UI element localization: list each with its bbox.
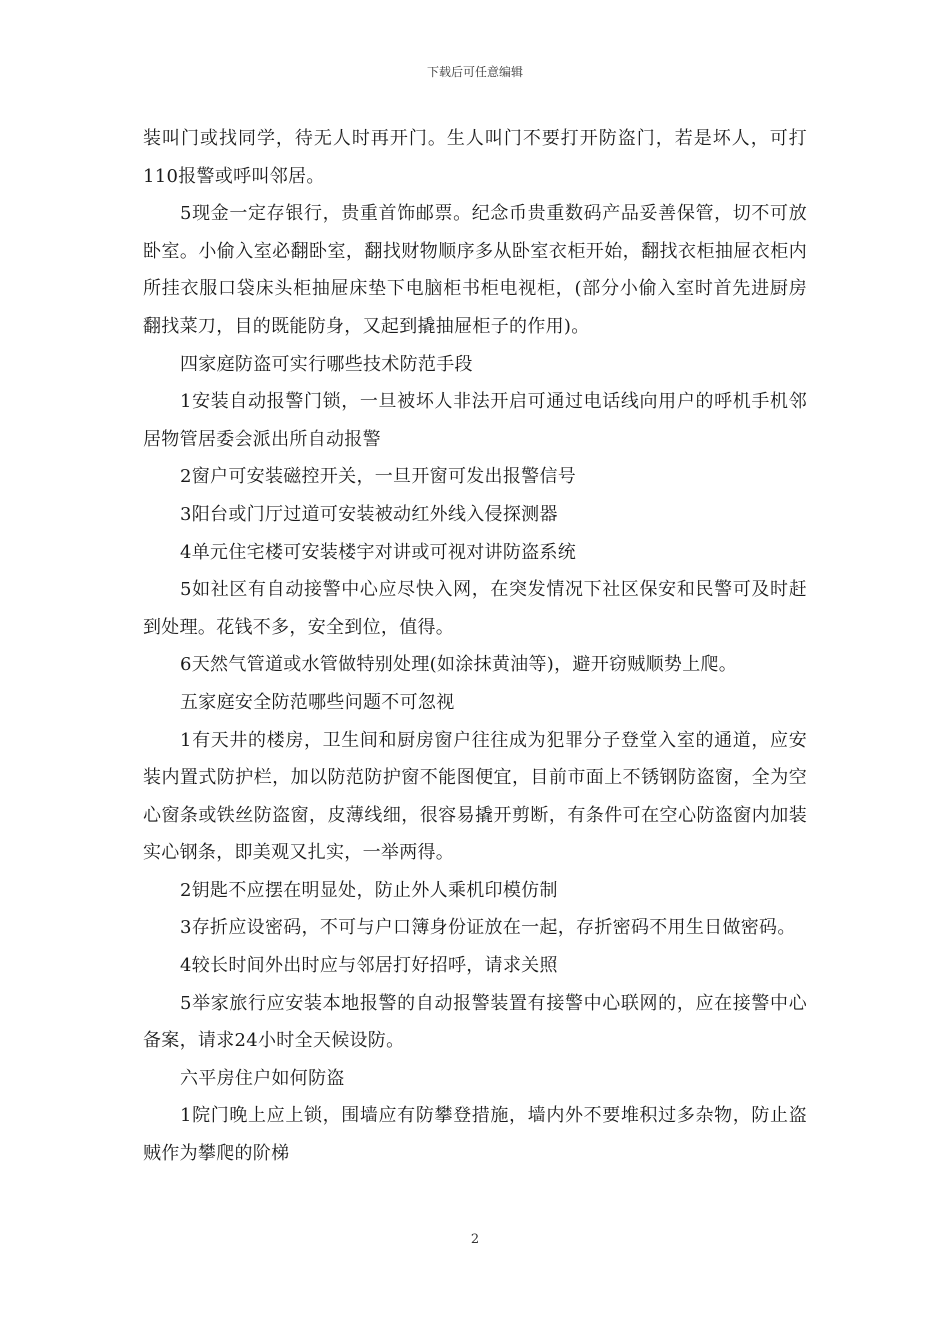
paragraph-item: 4单元住宅楼可安装楼宇对讲或可视对讲防盗系统 <box>180 541 577 563</box>
section-heading: 五家庭安全防范哪些问题不可忽视 <box>180 691 455 713</box>
paragraph-item: 2窗户可安装磁控开关，一旦开窗可发出报警信号 <box>180 466 577 488</box>
document-body <box>143 120 807 1173</box>
page-number: 2 <box>470 1232 480 1247</box>
paragraph-item: 1有天井的楼房，卫生间和厨房窗户往往成为犯罪分子登堂入室的通道，应安装内置式防护栏，加以防范防护窗不能图便宜，目前市面上不锈钢防盗窗，全为空心窗条或铁丝防盗窗，皮薄线细，很容易撬开剪断，有条件可在空心防盗窗内加装实心钢条，即美观又扎实，一举两得。 <box>143 729 807 864</box>
paragraph-continuation: 装叫门或找同学，待无人时再开门。生人叫门不要打开防盗门，若是坏人，可打110报警或呼叫邻居。 <box>143 128 807 187</box>
paragraph-item: 1安装自动报警门锁，一旦被坏人非法开启可通过电话线向用户的呼机手机邻居物管居委会派出所自动报警 <box>143 391 807 450</box>
paragraph-item: 2钥匙不应摆在明显处，防止外人乘机印模仿制 <box>180 879 558 901</box>
paragraph-item: 3阳台或门厅过道可安装被动红外线入侵探测器 <box>180 503 558 525</box>
page-header: 下载后可任意编辑 <box>426 65 523 79</box>
paragraph-item: 5如社区有自动接警中心应尽快入网，在突发情况下社区保安和民警可及时赶到处理。花钱不多，安全到位，值得。 <box>143 579 807 638</box>
paragraph-item: 1院门晚上应上锁，围墙应有防攀登措施，墙内外不要堆积过多杂物，防止盗贼作为攀爬的阶梯 <box>143 1105 807 1165</box>
section-heading: 六平房住户如何防盗 <box>180 1067 345 1089</box>
paragraph-item: 3存折应设密码，不可与户口簿身份证放在一起，存折密码不用生日做密码。 <box>180 917 796 939</box>
paragraph-item: 6天然气管道或水管做特别处理(如涂抹黄油等)，避开窃贼顺势上爬。 <box>180 654 738 676</box>
paragraph-item: 4较长时间外出时应与邻居打好招呼，请求关照 <box>180 955 558 977</box>
paragraph-item: 5现金一定存银行，贵重首饰邮票。纪念币贵重数码产品妥善保管，切不可放卧室。小偷入室必翻卧室，翻找财物顺序多从卧室衣柜开始，翻找衣柜抽屉衣柜内所挂衣服口袋床头柜抽屉床垫下电脑柜书柜电视柜，(部分小偷入室时首先进厨房翻找菜刀，目的既能防身，又起到撬抽屉柜子的作用)。 <box>143 203 807 337</box>
section-heading: 四家庭防盗可实行哪些技术防范手段 <box>180 353 473 375</box>
paragraph-item: 5举家旅行应安装本地报警的自动报警装置有接警中心联网的，应在接警中心备案，请求24小时全天候设防。 <box>143 992 807 1052</box>
